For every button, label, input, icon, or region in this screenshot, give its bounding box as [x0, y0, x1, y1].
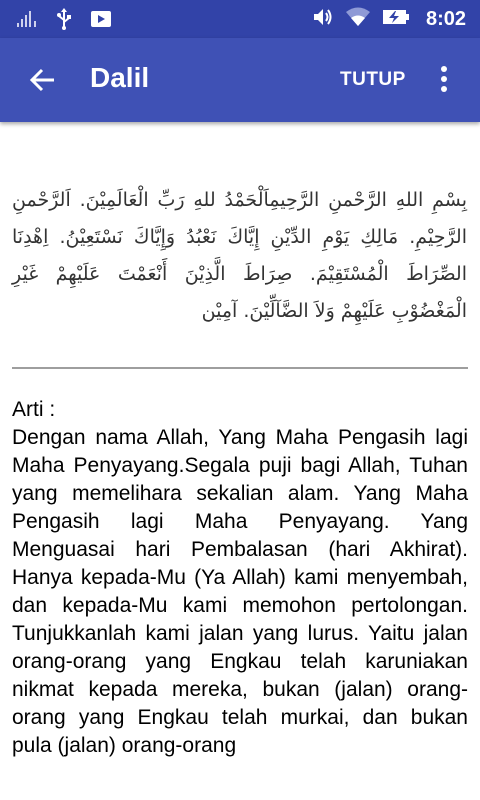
volume-icon [312, 6, 334, 32]
status-bar [0, 0, 480, 38]
usb-icon [56, 8, 72, 34]
close-button[interactable]: TUTUP [340, 69, 406, 90]
status-bar-system [312, 6, 466, 32]
back-button[interactable] [24, 60, 64, 100]
wifi-icon [346, 7, 370, 31]
status-bar-notifications [16, 8, 112, 34]
clock: 8:02 [425, 7, 466, 30]
page-title: Dalil [90, 62, 150, 93]
section-divider [12, 367, 468, 369]
more-vert-icon [430, 66, 458, 92]
media-play-icon [90, 9, 112, 33]
battery-charging-icon [382, 8, 410, 30]
translation-label: Arti : [12, 398, 56, 421]
overflow-menu-button[interactable] [430, 62, 458, 100]
translation-text: Dengan nama Allah, Yang Maha Pengasih lagi Maha Penyayang.Segala puji bagi Allah, Tuhan yang memelihara sekalian alam. Yang Maha Pengasih lagi Maha Penyayang. Yang Menguasai hari Pembalasan (hari Akhirat). Hanya kepada-Mu (Ya Allah) kami menyembah, dan kepada-Mu kami memohon pertolongan. Tunjukkanlah kami jalan yang lurus. Yaitu jalan orang-orang yang Engkau telah karuniakan nikmat kepada mereka, bukan (jalan) orang-orang yang Engkau telah murkai, dan bukan pula (jalan) orang-orang [12, 426, 468, 757]
arabic-verse-text: بِسْمِ اللهِ الرَّحْمنِ الرَّحِيمِاَلْحَمْدُ للهِ رَبِّ الْعَالَمِيْنَ. اَلرَّحْمنِ الرَّحِيْمِ. مَالِكِ يَوْمِ الدِّيْنِ إِيَّاكَ نَعْبُدُ وَإِيَّاكَ نَسْتَعِيْنُ. اِهْدِنَا الصِّرَاطَ الْمُسْتَقِيْمَ. صِرَاطَ الَّذِيْنَ أَنْعَمْتَ عَلَيْهِمْ غَيْرِ الْمَغْضُوْبِ عَلَيْهِمْ وَلاَ الضَّآلِّيْنَ. آمِيْن [12, 189, 467, 322]
arrow-back-icon [24, 85, 64, 104]
signal-icon [16, 9, 38, 33]
app-toolbar [0, 38, 480, 122]
